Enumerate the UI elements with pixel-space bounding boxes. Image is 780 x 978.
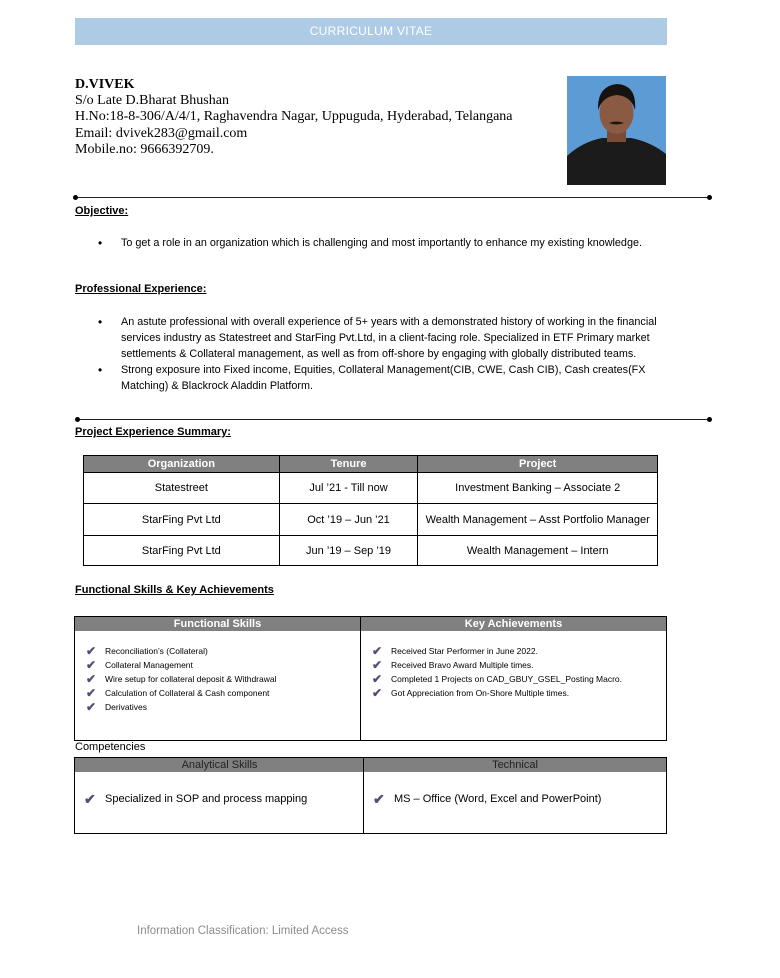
list-item: ✔ MS – Office (Word, Excel and PowerPoint) [373,791,602,807]
functional-skills-header: Functional Skills [75,617,360,631]
competencies-heading: Competencies [75,741,146,753]
objective-heading: Objective: [75,205,129,217]
check-icon: ✔ [372,686,383,700]
list-item: ✔ Calculation of Collateral & Cash component [86,686,270,700]
skills-heading: Functional Skills & Key Achievements [75,584,274,596]
functional-skills-panel [74,616,360,741]
list-item: ✔ Reconciliation’s (Collateral) [86,644,208,658]
check-icon: ✔ [86,658,97,672]
document-title-bar [75,18,667,45]
divider-dot-icon [73,195,78,200]
experience-list [75,314,675,394]
functional-skills-list [75,644,360,714]
technical-skills-header: Technical [364,758,666,772]
cell-project: Wealth Management – Intern [418,536,658,566]
list-item: • Strong exposure into Fixed income, Equities, Collateral Management(CIB, CWE, Cash CIB), Cash creates(FX Matching) & Blackrock Aladdin Platform. [75,362,675,394]
cell-organization: StarFing Pvt Ltd [84,536,280,566]
list-item: ✔ Got Appreciation from On-Shore Multiple times. [372,686,570,700]
analytical-skills-list [75,791,364,807]
list-item: ✔ Received Bravo Award Multiple times. [372,658,534,672]
check-icon: ✔ [86,686,97,700]
person-portrait-icon [567,76,666,185]
table-row [84,504,658,536]
column-header: Tenure [279,456,418,473]
profile-photo [567,76,666,185]
list-item: ✔ Specialized in SOP and process mapping [84,791,308,807]
projects-heading: Project Experience Summary: [75,426,231,438]
divider-dot-icon [707,417,712,422]
check-icon: ✔ [372,658,383,672]
cell-tenure: Oct ’19 – Jun ’21 [279,504,418,536]
analytical-skills-header: Analytical Skills [75,758,364,772]
list-item: ✔ Wire setup for collateral deposit & Withdrawal [86,672,277,686]
candidate-name: D.VIVEK [75,77,135,92]
relation: S/o Late D.Bharat Bhushan [75,93,229,109]
classification-footer: Information Classification: Limited Access [137,925,349,937]
list-item: ✔ Completed 1 Projects on CAD_GBUY_GSEL_Posting Macro. [372,672,623,686]
technical-skills-list [364,791,666,807]
cell-project: Investment Banking – Associate 2 [418,473,658,504]
divider-dot-icon [75,417,80,422]
divider-dot-icon [707,195,712,200]
table-row [84,473,658,504]
table-row [84,536,658,566]
cell-project: Wealth Management – Asst Portfolio Manager [418,504,658,536]
list-item: ✔ Collateral Management [86,658,193,672]
cell-organization: StarFing Pvt Ltd [84,504,280,536]
section-divider [77,419,710,420]
key-achievements-panel [360,616,667,741]
list-item: ✔ Derivatives [86,700,148,714]
key-achievements-list [361,644,666,700]
check-icon: ✔ [86,700,97,714]
check-icon: ✔ [86,644,97,658]
cell-tenure: Jun ’19 – Sep ’19 [279,536,418,566]
contact-block [75,77,513,158]
list-item: ✔ Received Star Performer in June 2022. [372,644,538,658]
technical-skills-panel [363,757,667,834]
check-icon: ✔ [372,644,383,658]
check-icon: ✔ [372,672,383,686]
column-header: Organization [84,456,280,473]
list-item: • An astute professional with overall experience of 5+ years with a demonstrated history of working in the financial services industry as Statestreet and StarFing Pvt.Ltd, in a client-facing role. Specialized in ETF Primary market settlements & Collateral management, as well as from off-shore by engaging with globally distributed teams. [75,314,675,362]
project-table [83,455,658,566]
mobile: Mobile.no: 9666392709. [75,141,214,157]
check-icon: ✔ [86,672,97,686]
analytical-skills-panel [74,757,364,834]
address: H.No:18-8-306/A/4/1, Raghavendra Nagar, Uppuguda, Hyderabad, Telangana [75,109,513,125]
key-achievements-header: Key Achievements [361,617,666,631]
email: Email: dvivek283@gmail.com [75,125,248,141]
cell-tenure: Jul ’21 - Till now [279,473,418,504]
table-header-row [84,456,658,473]
objective-list [75,235,667,251]
check-icon: ✔ [373,791,385,807]
section-divider [75,197,710,198]
cell-organization: Statestreet [84,473,280,504]
document-title: CURRICULUM VITAE [309,24,433,38]
column-header: Project [418,456,658,473]
list-item: • To get a role in an organization which is challenging and most importantly to enhance my existing knowledge. [75,235,667,251]
check-icon: ✔ [84,791,96,807]
experience-heading: Professional Experience: [75,283,207,295]
